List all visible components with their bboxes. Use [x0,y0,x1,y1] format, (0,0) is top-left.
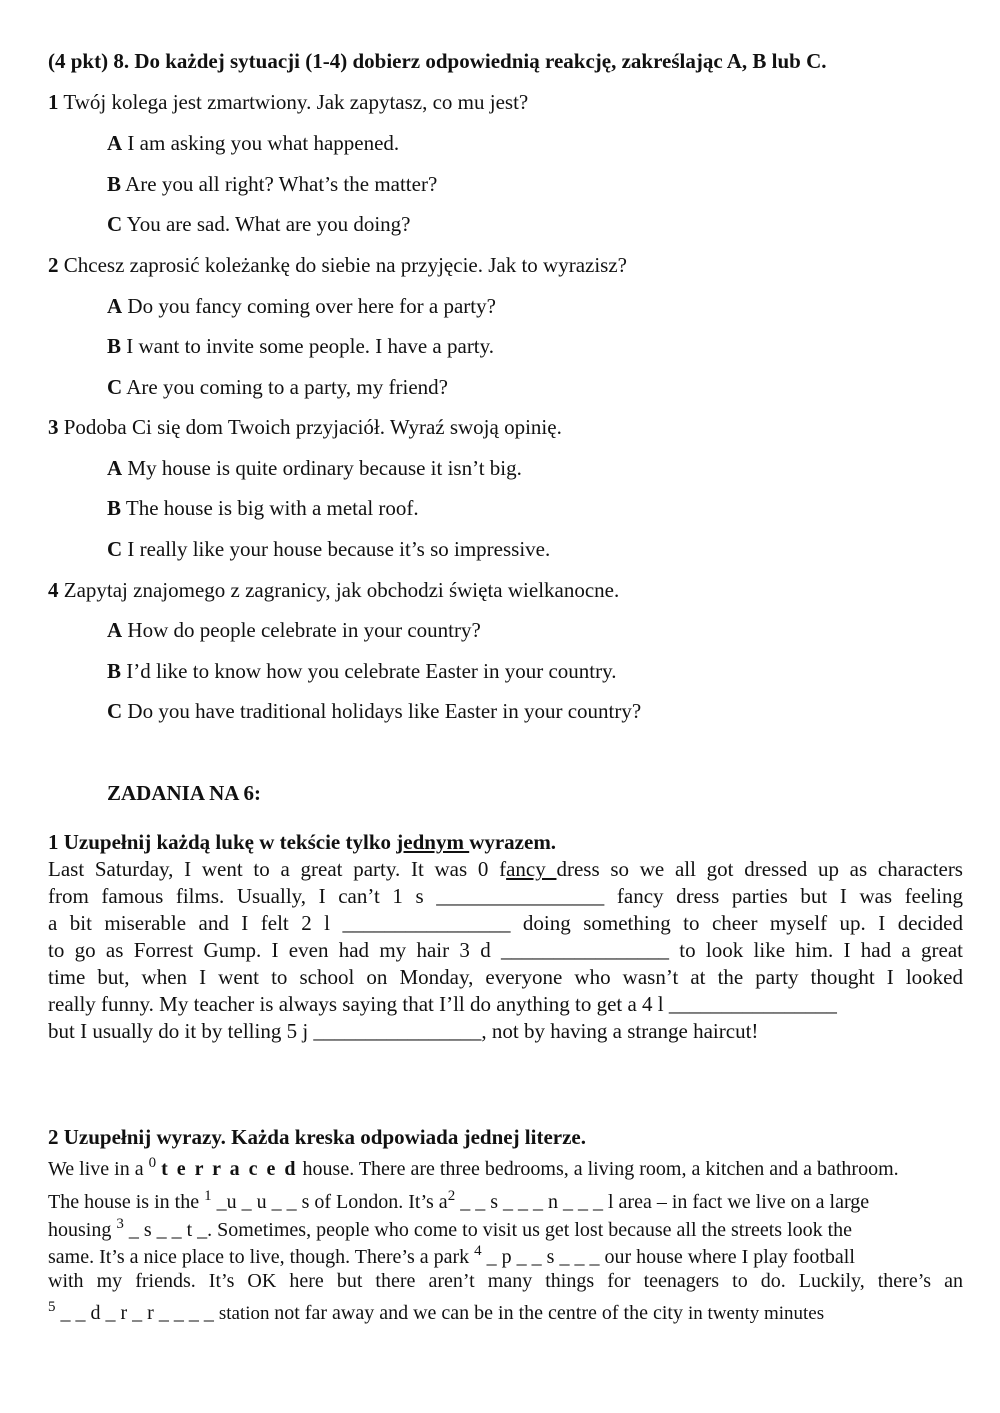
option-4a[interactable] [107,620,481,641]
ex2-text: _ _ d _ r _ r _ _ _ _ [55,1302,219,1324]
option-letter: C [107,212,123,236]
ex2-line-5: with my friends. It’s OK here but there aren’t many things for teenagers to do. Luckily, there’s an [48,1270,963,1292]
ex1-line-3: a bit miserable and I felt 2 l ________________ doing something to cheer myself up. I decided [48,911,963,935]
option-text: How do people celebrate in your country? [127,618,481,642]
option-text: The house is big with a metal roof. [125,496,419,520]
option-text: I’d like to know how you celebrate Easter in your country. [126,659,617,683]
option-letter: B [107,334,122,358]
ex2-text: _ s _ _ t _. Sometimes, people who come to visit us get lost because all the streets look the [123,1219,853,1241]
ex2-line-6 [48,1300,824,1323]
option-2c[interactable] [107,377,448,398]
ex1-line-1 [48,859,963,880]
example-word: t e r r a c e d [161,1158,298,1180]
ex2-text: same. It’s a nice place to live, though. There’s a park [48,1246,475,1268]
ex2-line-4 [48,1244,855,1267]
ex1-title-end: wyrazem. [469,830,557,854]
ex2-text: _ _ s _ _ _ n _ _ _ l area – in fact we live on a large [455,1191,870,1213]
ex2-text: station [218,1303,275,1324]
ex1-title-underlined: jednym [396,830,470,854]
ex2-text: _u _ u _ _ s of London. It’s a [211,1191,448,1213]
ex1-line-5: time but, when I went to school on Monday, everyone who wasn’t at the party thought I looked [48,965,963,989]
option-text: You are sad. What are you doing? [126,212,411,236]
option-4b[interactable] [107,661,617,682]
ex2-text: in twenty minutes [687,1303,825,1324]
option-text: I am asking you what happened. [127,131,400,155]
option-text: My house is quite ordinary because it isn’t big. [127,456,522,480]
option-text: Do you fancy coming over here for a party? [127,294,496,318]
ex1-line-7: but I usually do it by telling 5 j ________________, not by having a strange haircut! [48,1019,759,1043]
option-letter: B [107,496,122,520]
ex2-line-3 [48,1217,852,1240]
option-text: I really like your house because it’s so impressive. [127,537,551,561]
option-text: Are you all right? What’s the matter? [125,172,438,196]
question-prompt: Chcesz zaprosić koleżankę do siebie na przyjęcie. Jak to wyrazisz? [63,253,627,277]
ex1-text: dress so we all got dressed up as characters [556,857,963,881]
question-4 [48,580,619,601]
question-number: 3 [48,415,59,439]
option-4c[interactable] [107,701,641,722]
option-text: Are you coming to a party, my friend? [126,375,448,399]
ex2-text: housing [48,1219,117,1241]
option-letter: B [107,659,122,683]
question-prompt: Podoba Ci się dom Twoich przyjaciół. Wyraź swoją opinię. [63,415,562,439]
option-letter: A [107,294,123,318]
option-2a[interactable] [107,296,496,317]
gap-number: 2 [447,1188,456,1204]
ex2-title: 2 Uzupełnij wyrazy. Każda kreska odpowiada jednej literze. [48,1125,587,1149]
option-1b[interactable] [107,174,437,195]
option-text: Do you have traditional holidays like Easter in your country? [127,699,642,723]
ex1-title [48,832,556,853]
gap-number: 0 [148,1155,157,1171]
ex1-line-2: from famous films. Usually, I can’t 1 s ________________ fancy dress parties but I was feeling [48,884,963,908]
ex1-line-4: to go as Forrest Gump. I even had my hair 3 d ________________ to look like him. I had a great [48,938,963,962]
ex2-text: The house is in the [48,1191,205,1213]
gap-number: 5 [48,1299,56,1315]
option-letter: C [107,375,123,399]
question-2 [48,255,627,276]
ex2-line-1 [48,1156,899,1179]
task8-header: (4 pkt) 8. Do każdej sytuacji (1-4) dobierz odpowiednią reakcję, zakreślając A, B lub C. [48,49,827,73]
option-2b[interactable] [107,336,494,357]
question-number: 2 [48,253,59,277]
ex1-line-6: really funny. My teacher is always saying that I’ll do anything to get a 4 l ________________ [48,992,837,1016]
ex1-title-text: 1 Uzupełnij każdą lukę w tekście tylko [48,830,397,854]
option-3c[interactable] [107,539,550,560]
option-1c[interactable] [107,214,410,235]
ex1-example-answer: ancy [506,857,557,881]
option-text: I want to invite some people. I have a party. [126,334,495,358]
question-3 [48,417,562,438]
gap-number: 1 [204,1188,212,1204]
gap-number: 4 [474,1243,482,1259]
ex2-line-2 [48,1189,869,1212]
option-letter: C [107,537,123,561]
question-number: 4 [48,578,59,602]
option-letter: B [107,172,122,196]
question-1 [48,92,528,113]
option-letter: A [107,618,123,642]
ex2-text: not far away and we can be in the centre of the city [274,1302,688,1324]
option-1a[interactable] [107,133,399,154]
section-title: ZADANIA NA 6: [107,781,262,805]
ex2-text: We live in a [48,1158,149,1180]
option-3b[interactable] [107,498,419,519]
ex2-text: house. There are three bedrooms, a living room, a kitchen and a bathroom. [297,1158,899,1180]
ex2-text: _ p _ _ s _ _ _ our house where I play football [481,1246,855,1268]
ex1-text: Last Saturday, I went to a great party. It was 0 f [48,857,507,881]
option-3a[interactable] [107,458,522,479]
option-letter: A [107,456,123,480]
question-prompt: Zapytaj znajomego z zagranicy, jak obchodzi święta wielkanocne. [63,578,620,602]
question-prompt: Twój kolega jest zmartwiony. Jak zapytasz, co mu jest? [63,90,529,114]
gap-number: 3 [116,1216,124,1232]
option-letter: C [107,699,123,723]
option-letter: A [107,131,123,155]
question-number: 1 [48,90,59,114]
